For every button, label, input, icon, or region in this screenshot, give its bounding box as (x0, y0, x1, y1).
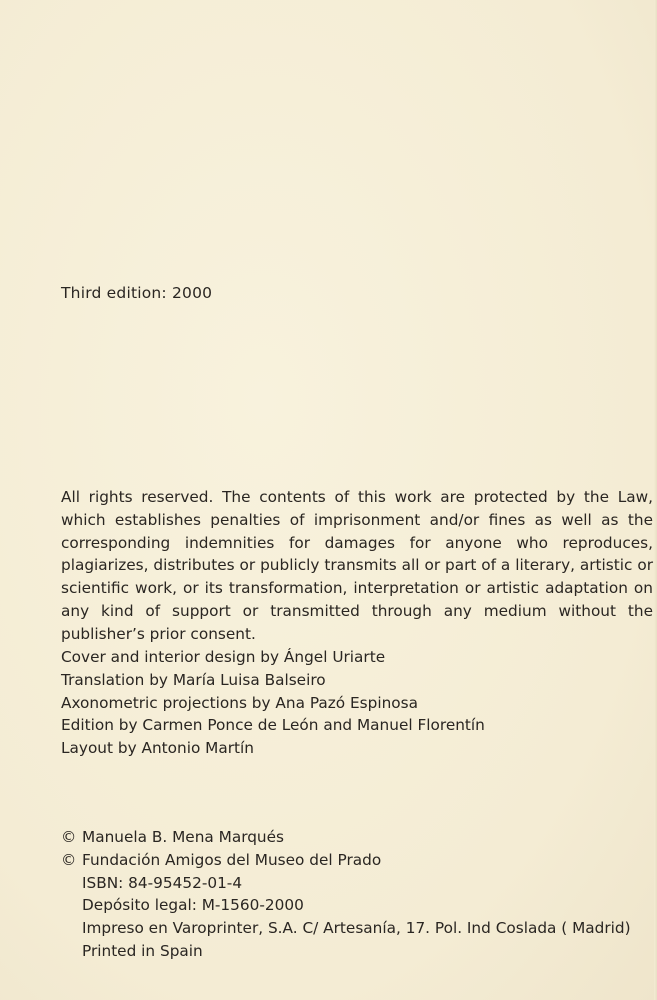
printer-line: Impreso en Varoprinter, S.A. C/ Artesanía, 17. Pol. Ind Coslada ( Madrid) (82, 919, 631, 938)
rights-reserved-paragraph: All rights reserved. The contents of this work are protected by the Law, which establishes penalties of imprisonment and/or fines as well as the corresponding indemnities for damages for anyone who reproduces, plagiarizes, distributes or publicly transmits all or part of a literary, artistic or scientific work, or its transformation, interpretation or artistic adaptation on any kind of support or transmitted through any medium without the publisher’s prior consent. (61, 488, 653, 643)
credit-axonometric: Axonometric projections by Ana Pazó Espinosa (61, 693, 418, 712)
copyright-holder-row (61, 849, 657, 872)
printed-in-line: Printed in Spain (82, 941, 203, 960)
copyright-holder: Fundación Amigos del Museo del Prado (82, 850, 382, 869)
credit-layout: Layout by Antonio Martín (61, 739, 254, 758)
copyright-block (61, 826, 657, 963)
credits-block (61, 646, 485, 760)
credit-cover-design: Cover and interior design by Ángel Uriarte (61, 648, 386, 666)
legal-deposit-line: Depósito legal: M-1560-2000 (82, 896, 304, 915)
copyright-holder: Manuela B. Mena Marqués (82, 828, 284, 846)
credit-translation: Translation by María Luisa Balseiro (61, 670, 326, 689)
copyright-icon: © (61, 828, 77, 846)
copyright-holder-row (61, 826, 657, 849)
copyright-icon: © (61, 850, 77, 869)
credit-edition: Edition by Carmen Ponce de León and Manuel Florentín (61, 716, 485, 735)
edition-line: Third edition: 2000 (61, 284, 213, 302)
isbn-line: ISBN: 84-95452-01-4 (82, 873, 243, 892)
